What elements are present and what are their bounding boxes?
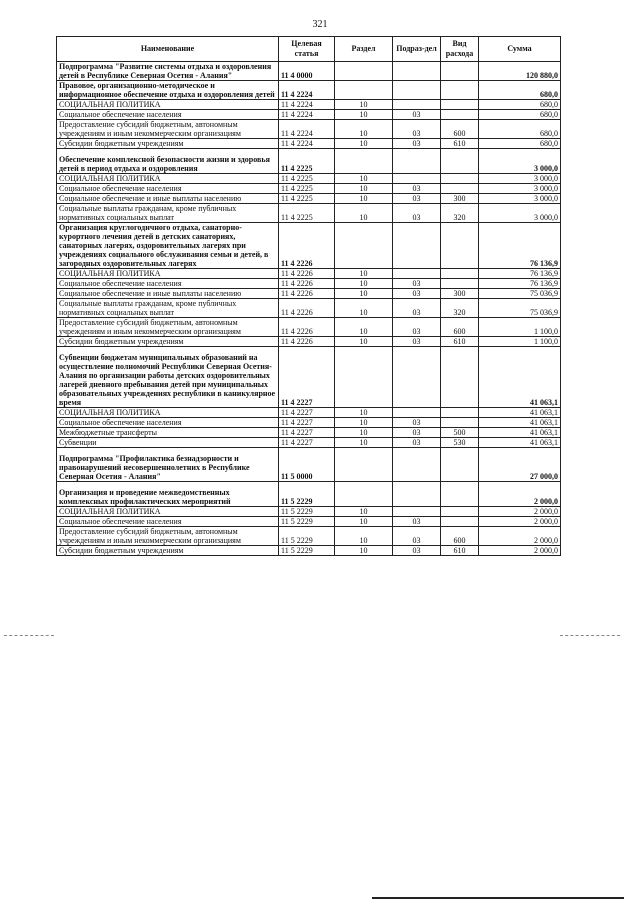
table-row bbox=[57, 428, 561, 438]
cell-name: Предоставление субсидий бюджетным, автономным учреждениям и иным некоммерческим организациям bbox=[57, 318, 279, 337]
cell-subsection bbox=[393, 62, 441, 81]
cell-section: 10 bbox=[335, 408, 393, 418]
cell-section: 10 bbox=[335, 517, 393, 527]
cell-section: 10 bbox=[335, 337, 393, 347]
cell-subsection: 03 bbox=[393, 337, 441, 347]
table-row bbox=[57, 546, 561, 556]
cell-subsection: 03 bbox=[393, 279, 441, 289]
cell-name: Социальные выплаты гражданам, кроме публичных нормативных социальных выплат bbox=[57, 299, 279, 318]
cell-code: 11 5 2229 bbox=[279, 517, 335, 527]
cell-subsection bbox=[393, 408, 441, 418]
cell-subsection: 03 bbox=[393, 318, 441, 337]
cell-code: 11 4 2226 bbox=[279, 289, 335, 299]
table-row bbox=[57, 223, 561, 269]
cell-subsection: 03 bbox=[393, 184, 441, 194]
cell-expense: 320 bbox=[441, 299, 479, 318]
cell-expense: 530 bbox=[441, 438, 479, 448]
cell-subsection bbox=[393, 100, 441, 110]
table-row bbox=[57, 62, 561, 81]
cell-name: СОЦИАЛЬНАЯ ПОЛИТИКА bbox=[57, 408, 279, 418]
cell-code: 11 4 2226 bbox=[279, 337, 335, 347]
table-row bbox=[57, 337, 561, 347]
cell-subsection: 03 bbox=[393, 204, 441, 223]
cell-expense: 500 bbox=[441, 428, 479, 438]
cell-subsection bbox=[393, 269, 441, 279]
cell-sum: 680,0 bbox=[479, 120, 561, 139]
cell-code: 11 4 2225 bbox=[279, 174, 335, 184]
cell-subsection bbox=[393, 81, 441, 100]
cell-name: Подпрограмма "Развитие системы отдыха и оздоровления детей в Республике Северная Осетия - Алания" bbox=[57, 62, 279, 81]
cell-sum: 3 000,0 bbox=[479, 174, 561, 184]
cell-sum: 2 000,0 bbox=[479, 527, 561, 546]
cell-section: 10 bbox=[335, 527, 393, 546]
table-row bbox=[57, 418, 561, 428]
cell-name: Социальное обеспечение населения bbox=[57, 184, 279, 194]
cell-section: 10 bbox=[335, 204, 393, 223]
cell-section bbox=[335, 347, 393, 408]
cell-expense bbox=[441, 279, 479, 289]
table-header bbox=[57, 37, 561, 62]
cell-name: Обеспечение комплексной безопасности жизни и здоровья детей в период отдыха и оздоровления bbox=[57, 149, 279, 174]
cell-expense bbox=[441, 184, 479, 194]
cell-name: Организация и проведение межведомственных комплексных профилактических мероприятий bbox=[57, 482, 279, 507]
cell-sum: 2 000,0 bbox=[479, 517, 561, 527]
cell-name: СОЦИАЛЬНАЯ ПОЛИТИКА bbox=[57, 269, 279, 279]
cell-section: 10 bbox=[335, 184, 393, 194]
column-header-subsection: Подраз-дел bbox=[393, 37, 441, 62]
cell-sum: 680,0 bbox=[479, 81, 561, 100]
table-row bbox=[57, 194, 561, 204]
table-row bbox=[57, 482, 561, 507]
cell-name: СОЦИАЛЬНАЯ ПОЛИТИКА bbox=[57, 174, 279, 184]
cell-code: 11 4 2226 bbox=[279, 223, 335, 269]
cell-expense bbox=[441, 269, 479, 279]
cell-subsection bbox=[393, 174, 441, 184]
cell-expense: 600 bbox=[441, 527, 479, 546]
column-header-name: Наименование bbox=[57, 37, 279, 62]
cell-name: Социальное обеспечение и иные выплаты населению bbox=[57, 289, 279, 299]
cell-section: 10 bbox=[335, 120, 393, 139]
cell-code: 11 4 2224 bbox=[279, 139, 335, 149]
cell-expense: 300 bbox=[441, 194, 479, 204]
cell-code: 11 4 2227 bbox=[279, 428, 335, 438]
cell-expense: 300 bbox=[441, 289, 479, 299]
table-row bbox=[57, 517, 561, 527]
cell-code: 11 4 2225 bbox=[279, 194, 335, 204]
cell-sum: 41 063,1 bbox=[479, 428, 561, 438]
cell-code: 11 5 2229 bbox=[279, 482, 335, 507]
cell-code: 11 4 2227 bbox=[279, 408, 335, 418]
table-row bbox=[57, 527, 561, 546]
cell-expense: 610 bbox=[441, 139, 479, 149]
table-row bbox=[57, 448, 561, 482]
cell-sum: 41 063,1 bbox=[479, 438, 561, 448]
budget-table bbox=[56, 36, 561, 556]
cell-section: 10 bbox=[335, 318, 393, 337]
table-row bbox=[57, 204, 561, 223]
cell-expense bbox=[441, 149, 479, 174]
cell-name: Социальные выплаты гражданам, кроме публичных нормативных социальных выплат bbox=[57, 204, 279, 223]
table-body bbox=[57, 62, 561, 556]
bottom-rule bbox=[372, 897, 624, 899]
cell-sum: 1 100,0 bbox=[479, 337, 561, 347]
cell-code: 11 4 2227 bbox=[279, 438, 335, 448]
cell-subsection bbox=[393, 482, 441, 507]
cell-expense: 600 bbox=[441, 120, 479, 139]
cell-subsection: 03 bbox=[393, 110, 441, 120]
cell-name: Субвенции bbox=[57, 438, 279, 448]
cell-name: Социальное обеспечение населения bbox=[57, 517, 279, 527]
table-row bbox=[57, 139, 561, 149]
cell-code: 11 5 0000 bbox=[279, 448, 335, 482]
cell-sum: 41 063,1 bbox=[479, 408, 561, 418]
cell-code: 11 4 0000 bbox=[279, 62, 335, 81]
cell-expense bbox=[441, 223, 479, 269]
scan-dashed-line-left bbox=[4, 635, 54, 636]
cell-subsection: 03 bbox=[393, 120, 441, 139]
cell-code: 11 4 2226 bbox=[279, 279, 335, 289]
cell-subsection: 03 bbox=[393, 546, 441, 556]
cell-name: Субсидии бюджетным учреждениям bbox=[57, 546, 279, 556]
cell-subsection: 03 bbox=[393, 527, 441, 546]
table-row bbox=[57, 438, 561, 448]
cell-subsection: 03 bbox=[393, 438, 441, 448]
cell-sum: 76 136,9 bbox=[479, 279, 561, 289]
cell-code: 11 4 2224 bbox=[279, 100, 335, 110]
table-row bbox=[57, 120, 561, 139]
column-header-sum: Сумма bbox=[479, 37, 561, 62]
cell-sum: 3 000,0 bbox=[479, 194, 561, 204]
cell-section: 10 bbox=[335, 418, 393, 428]
cell-section: 10 bbox=[335, 174, 393, 184]
cell-expense bbox=[441, 448, 479, 482]
table-row bbox=[57, 149, 561, 174]
cell-name: Субвенции бюджетам муниципальных образований на осуществление полномочий Республики Северная Осетия-Алания по организации работы детских оздоровительных лагерей дневного пребывания детей при муниципальных образовательных учреждениях республики в каникулярное время bbox=[57, 347, 279, 408]
cell-subsection: 03 bbox=[393, 418, 441, 428]
cell-section: 10 bbox=[335, 139, 393, 149]
table-row bbox=[57, 279, 561, 289]
cell-section: 10 bbox=[335, 269, 393, 279]
cell-expense bbox=[441, 81, 479, 100]
cell-sum: 3 000,0 bbox=[479, 149, 561, 174]
cell-expense: 320 bbox=[441, 204, 479, 223]
cell-sum: 75 036,9 bbox=[479, 289, 561, 299]
cell-expense: 610 bbox=[441, 546, 479, 556]
cell-sum: 2 000,0 bbox=[479, 507, 561, 517]
cell-sum: 3 000,0 bbox=[479, 184, 561, 194]
table-row bbox=[57, 408, 561, 418]
cell-sum: 41 063,1 bbox=[479, 347, 561, 408]
cell-section: 10 bbox=[335, 299, 393, 318]
cell-name: Социальное обеспечение населения bbox=[57, 279, 279, 289]
table-row bbox=[57, 269, 561, 279]
cell-section: 10 bbox=[335, 428, 393, 438]
cell-name: Организация круглогодичного отдыха, санаторно-курортного лечения детей в детских санаториях, санаторных лагерях, оздоровительных лагерях при учреждениях социального обслуживания семьи и детей, в загородных оздоровительных лагерях bbox=[57, 223, 279, 269]
cell-section bbox=[335, 81, 393, 100]
cell-subsection: 03 bbox=[393, 299, 441, 318]
table-row bbox=[57, 184, 561, 194]
cell-sum: 76 136,9 bbox=[479, 223, 561, 269]
scan-dashed-line-right bbox=[560, 635, 620, 636]
cell-section bbox=[335, 223, 393, 269]
cell-sum: 2 000,0 bbox=[479, 482, 561, 507]
cell-section: 10 bbox=[335, 194, 393, 204]
cell-sum: 1 100,0 bbox=[479, 318, 561, 337]
cell-section: 10 bbox=[335, 110, 393, 120]
cell-subsection bbox=[393, 507, 441, 517]
table-row bbox=[57, 318, 561, 337]
cell-name: Предоставление субсидий бюджетным, автономным учреждениям и иным некоммерческим организациям bbox=[57, 527, 279, 546]
cell-code: 11 4 2227 bbox=[279, 418, 335, 428]
cell-code: 11 4 2226 bbox=[279, 269, 335, 279]
cell-section bbox=[335, 482, 393, 507]
cell-subsection: 03 bbox=[393, 428, 441, 438]
cell-section: 10 bbox=[335, 100, 393, 110]
cell-name: Социальное обеспечение и иные выплаты населению bbox=[57, 194, 279, 204]
cell-sum: 3 000,0 bbox=[479, 204, 561, 223]
cell-code: 11 4 2226 bbox=[279, 318, 335, 337]
cell-sum: 680,0 bbox=[479, 100, 561, 110]
cell-section bbox=[335, 62, 393, 81]
cell-section: 10 bbox=[335, 279, 393, 289]
cell-name: СОЦИАЛЬНАЯ ПОЛИТИКА bbox=[57, 507, 279, 517]
cell-expense: 600 bbox=[441, 318, 479, 337]
cell-subsection: 03 bbox=[393, 194, 441, 204]
cell-section bbox=[335, 448, 393, 482]
cell-subsection bbox=[393, 149, 441, 174]
cell-expense bbox=[441, 408, 479, 418]
cell-section: 10 bbox=[335, 289, 393, 299]
cell-name: Субсидии бюджетным учреждениям bbox=[57, 139, 279, 149]
table-row bbox=[57, 81, 561, 100]
cell-subsection bbox=[393, 223, 441, 269]
cell-code: 11 4 2224 bbox=[279, 120, 335, 139]
table-row bbox=[57, 289, 561, 299]
cell-name: СОЦИАЛЬНАЯ ПОЛИТИКА bbox=[57, 100, 279, 110]
cell-section bbox=[335, 149, 393, 174]
cell-subsection: 03 bbox=[393, 139, 441, 149]
cell-code: 11 5 2229 bbox=[279, 527, 335, 546]
table-row bbox=[57, 100, 561, 110]
cell-sum: 680,0 bbox=[479, 139, 561, 149]
cell-code: 11 4 2225 bbox=[279, 184, 335, 194]
table-row bbox=[57, 507, 561, 517]
cell-code: 11 4 2227 bbox=[279, 347, 335, 408]
cell-code: 11 4 2224 bbox=[279, 110, 335, 120]
cell-name: Предоставление субсидий бюджетным, автономным учреждениям и иным некоммерческим организациям bbox=[57, 120, 279, 139]
cell-expense bbox=[441, 517, 479, 527]
cell-expense bbox=[441, 347, 479, 408]
cell-sum: 75 036,9 bbox=[479, 299, 561, 318]
cell-expense bbox=[441, 62, 479, 81]
cell-expense bbox=[441, 418, 479, 428]
cell-sum: 76 136,9 bbox=[479, 269, 561, 279]
page-number: 321 bbox=[312, 19, 328, 30]
cell-subsection: 03 bbox=[393, 517, 441, 527]
cell-code: 11 4 2224 bbox=[279, 81, 335, 100]
column-header-expense: Вид расхода bbox=[441, 37, 479, 62]
table-row bbox=[57, 110, 561, 120]
cell-expense: 610 bbox=[441, 337, 479, 347]
cell-expense bbox=[441, 507, 479, 517]
cell-name: Социальное обеспечение населения bbox=[57, 110, 279, 120]
column-header-code: Целевая статья bbox=[279, 37, 335, 62]
cell-section: 10 bbox=[335, 546, 393, 556]
cell-code: 11 4 2225 bbox=[279, 149, 335, 174]
cell-code: 11 5 2229 bbox=[279, 546, 335, 556]
cell-name: Межбюджетные трансферты bbox=[57, 428, 279, 438]
cell-subsection bbox=[393, 448, 441, 482]
cell-section: 10 bbox=[335, 507, 393, 517]
cell-sum: 120 880,0 bbox=[479, 62, 561, 81]
cell-sum: 41 063,1 bbox=[479, 418, 561, 428]
cell-expense bbox=[441, 110, 479, 120]
cell-name: Субсидии бюджетным учреждениям bbox=[57, 337, 279, 347]
column-header-section: Раздел bbox=[335, 37, 393, 62]
cell-expense bbox=[441, 482, 479, 507]
cell-section: 10 bbox=[335, 438, 393, 448]
cell-expense bbox=[441, 100, 479, 110]
table-row bbox=[57, 299, 561, 318]
cell-name: Социальное обеспечение населения bbox=[57, 418, 279, 428]
table-row bbox=[57, 347, 561, 408]
cell-name: Правовое, организационно-методическое и информационное обеспечение отдыха и оздоровления детей bbox=[57, 81, 279, 100]
cell-expense bbox=[441, 174, 479, 184]
cell-code: 11 4 2225 bbox=[279, 204, 335, 223]
cell-subsection bbox=[393, 347, 441, 408]
cell-sum: 2 000,0 bbox=[479, 546, 561, 556]
cell-code: 11 4 2226 bbox=[279, 299, 335, 318]
cell-code: 11 5 2229 bbox=[279, 507, 335, 517]
cell-sum: 680,0 bbox=[479, 110, 561, 120]
cell-sum: 27 000,0 bbox=[479, 448, 561, 482]
cell-subsection: 03 bbox=[393, 289, 441, 299]
table-row bbox=[57, 174, 561, 184]
cell-name: Подпрограмма "Профилактика безнадзорности и правонарушений несовершеннолетних в Республике Северная Осетия - Алания" bbox=[57, 448, 279, 482]
